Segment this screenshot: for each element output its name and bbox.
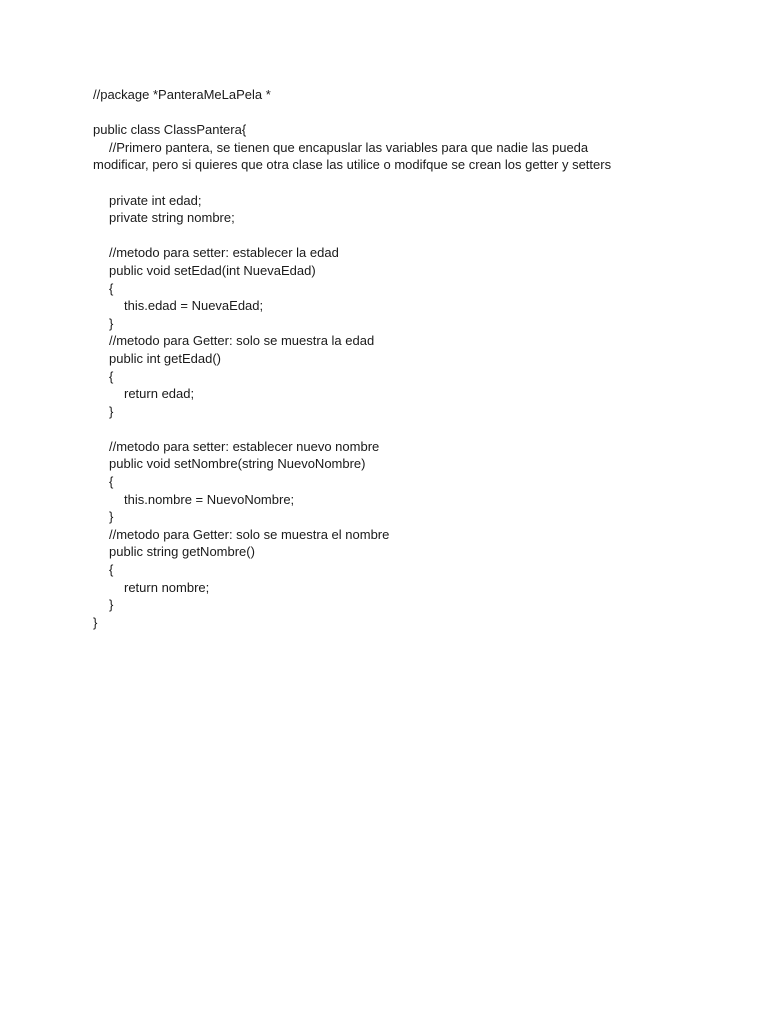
blank-line [93, 174, 673, 192]
blank-line [93, 420, 673, 438]
getter-edad-body-line: return edad; [124, 386, 195, 402]
field-edad-line: private int edad; [109, 192, 202, 208]
intro-comment-line-2: modificar, pero si quieres que otra clase las utilice o modifque se crean los getter y setters [93, 157, 612, 173]
package-comment-line: //package *PanteraMeLaPela * [93, 87, 271, 102]
close-brace-line: } [109, 597, 114, 613]
setter-edad-comment-line: //metodo para setter: establecer la edad [109, 245, 339, 261]
setter-nombre-body-line: this.nombre = NuevoNombre; [124, 491, 295, 507]
class-close-brace-line: } [93, 614, 98, 630]
setter-edad-signature-line: public void setEdad(int NuevaEdad) [109, 262, 316, 278]
close-brace-line: } [109, 403, 114, 419]
getter-nombre-signature-line: public string getNombre() [109, 544, 255, 560]
getter-edad-comment-line: //metodo para Getter: solo se muestra la edad [109, 333, 375, 349]
getter-nombre-body-line: return nombre; [124, 579, 210, 595]
close-brace-line: } [109, 509, 114, 525]
getter-edad-signature-line: public int getEdad() [109, 350, 222, 366]
field-nombre-line: private string nombre; [109, 210, 235, 226]
document-body [93, 86, 673, 631]
blank-line [93, 227, 673, 245]
open-brace-line: { [109, 562, 114, 578]
blank-line [93, 104, 673, 122]
class-declaration-line: public class ClassPantera{ [93, 122, 247, 138]
intro-comment-line-1: //Primero pantera, se tienen que encapuslar las variables para que nadie las pueda [109, 139, 589, 155]
setter-nombre-signature-line: public void setNombre(string NuevoNombre) [109, 456, 366, 472]
open-brace-line: { [109, 368, 114, 384]
open-brace-line: { [109, 280, 114, 296]
setter-edad-body-line: this.edad = NuevaEdad; [124, 298, 264, 314]
close-brace-line: } [109, 315, 114, 331]
getter-nombre-comment-line: //metodo para Getter: solo se muestra el nombre [109, 526, 390, 542]
open-brace-line: { [109, 474, 114, 490]
setter-nombre-comment-line: //metodo para setter: establecer nuevo nombre [109, 438, 380, 454]
